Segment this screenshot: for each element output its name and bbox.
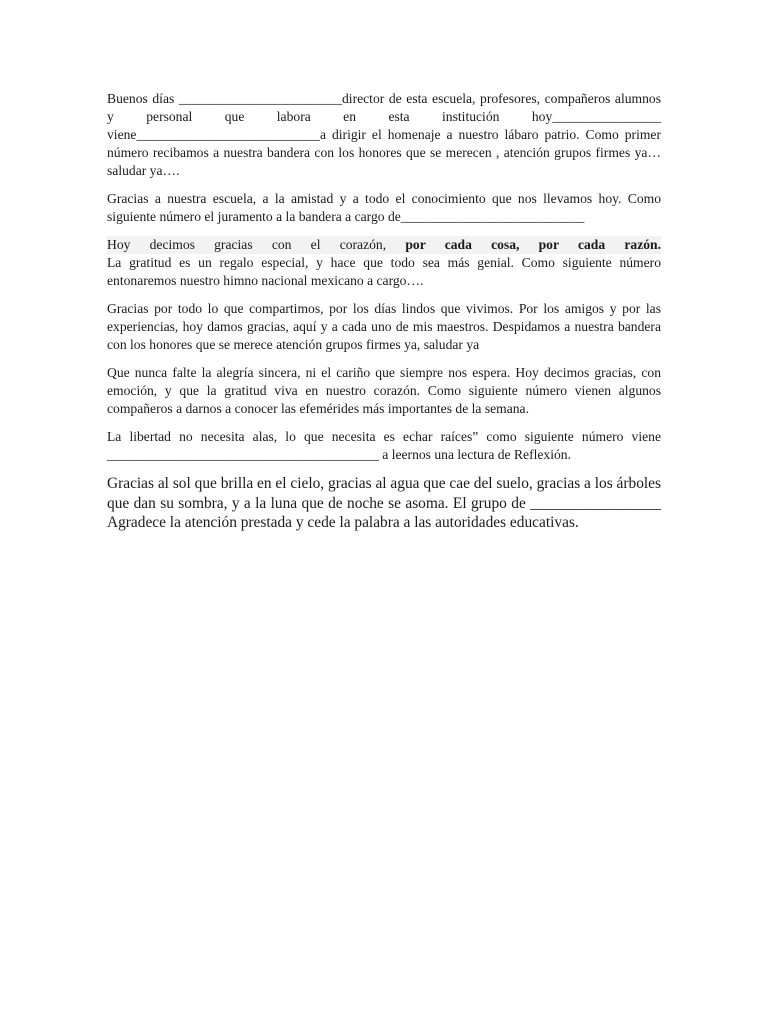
- text-line: y personal que labora en esta institución hoy________________: [107, 109, 661, 124]
- text-line: Gracias a nuestra escuela, a la amistad y a todo el conocimiento que nos llevamos hoy. Como: [107, 191, 661, 206]
- text-line: saludar ya….: [107, 163, 180, 178]
- text-line: La libertad no necesita alas, lo que necesita es echar raíces” como siguiente número viene: [107, 429, 661, 444]
- paragraph-reflection: [107, 428, 661, 464]
- text-line: emoción, y que la gratitud viva en nuestro corazón. Como siguiente número vienen algunos: [107, 383, 661, 398]
- paragraph-ephemerides: [107, 364, 661, 418]
- text-line: compañeros a darnos a conocer las efemérides más importantes de la semana.: [107, 401, 529, 416]
- text-line: Gracias por todo lo que compartimos, por los días lindos que vivimos. Por los amigos y por las: [107, 301, 661, 316]
- text-line: entonaremos nuestro himno nacional mexicano a cargo….: [107, 273, 424, 288]
- text-bold: por cada cosa, por cada razón.: [405, 237, 661, 252]
- paragraph-closing: [107, 474, 661, 533]
- text-line: Que nunca falte la alegría sincera, ni el cariño que siempre nos espera. Hoy decimos gracias, con: [107, 365, 661, 380]
- text-line: Agradece la atención prestada y cede la palabra a las autoridades educativas.: [107, 514, 579, 531]
- text-line: Gracias al sol que brilla en el cielo, gracias al agua que cae del suelo, gracias a los árboles: [107, 475, 661, 492]
- text-line: que dan su sombra, y a la luna que de noche se asoma. El grupo de _________________: [107, 494, 661, 512]
- text-line: con los honores que se merece atención grupos firmes ya, saludar ya: [107, 337, 480, 352]
- text-regular: Hoy decimos gracias con el corazón,: [107, 237, 387, 252]
- text-line: ________________________________________ a leernos una lectura de Reflexión.: [107, 447, 571, 462]
- text-line: La gratitud es un regalo especial, y hace que todo sea más genial. Como siguiente número: [107, 255, 661, 270]
- text-line-highlighted: [107, 236, 661, 254]
- text-line: siguiente número el juramento a la bandera a cargo de___________________________: [107, 209, 585, 224]
- paragraph-anthem: [107, 236, 661, 290]
- paragraph-farewell-flag: [107, 300, 661, 354]
- document-page: [107, 90, 661, 543]
- text-line: Buenos días ________________________director de esta escuela, profesores, compañeros alumnos: [107, 91, 661, 106]
- paragraph-welcome: [107, 90, 661, 180]
- text-line: experiencias, hoy damos gracias, aquí y a cada uno de mis maestros. Despidamos a nuestra bandera: [107, 319, 661, 334]
- text-line: viene___________________________a dirigir el homenaje a nuestro lábaro patrio. Como primer: [107, 127, 661, 142]
- paragraph-oath: [107, 190, 661, 226]
- text-line: número recibamos a nuestra bandera con los honores que se merecen , atención grupos firmes ya…: [107, 145, 661, 160]
